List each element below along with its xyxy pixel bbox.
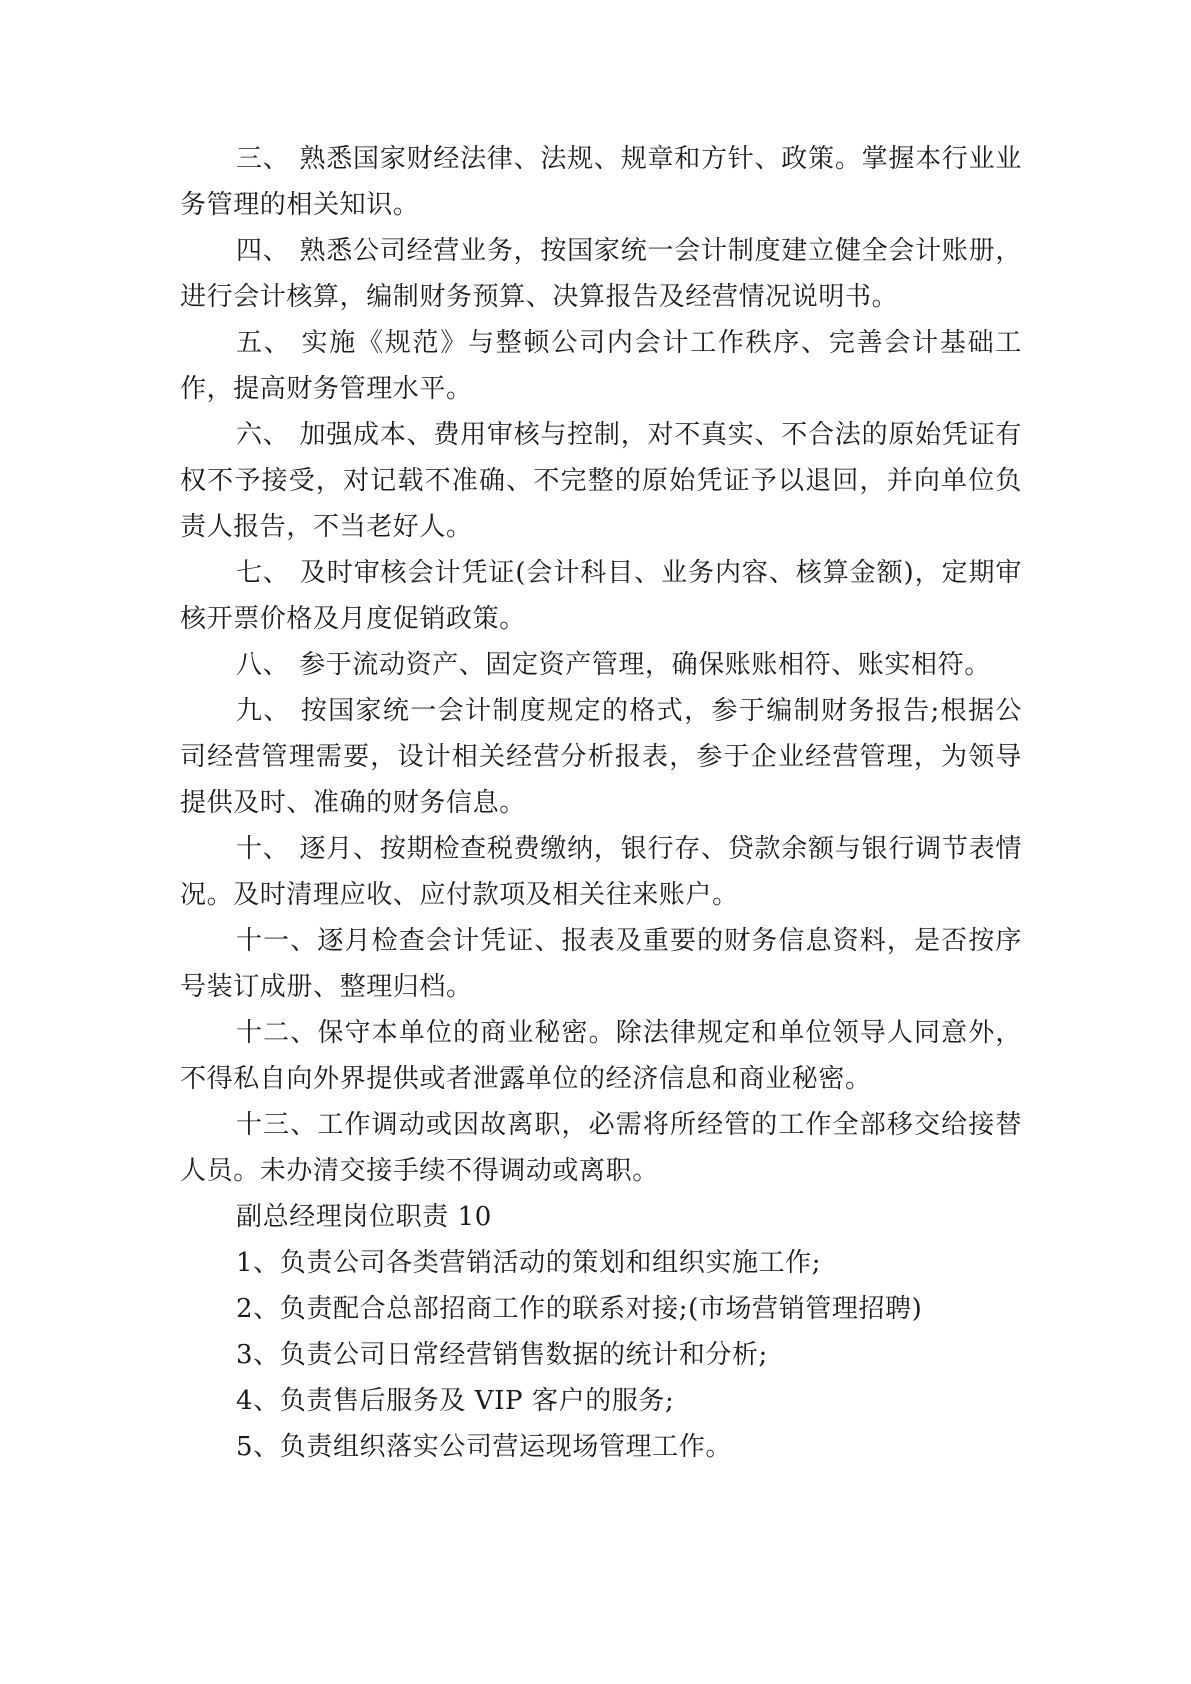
duty-paragraph-10 (180, 826, 1022, 918)
duty-label: 八、 (236, 650, 290, 680)
duty-text: 熟悉公司经营业务，按国家统一会计制度建立健全会计账册，进行会计核算，编制财务预算、决算报告及经营情况说明书。 (180, 236, 1022, 312)
duty-text: 加强成本、费用审核与控制，对不真实、不合法的原始凭证有权不予接受，对记载不准确、不完整的原始凭证予以退回，并向单位负责人报告，不当老好人。 (180, 420, 1022, 542)
duty-label: 十、 (236, 834, 290, 864)
list-item: 5、负责组织落实公司营运现场管理工作。 (236, 1432, 732, 1462)
section-title: 副总经理岗位职责 10 (236, 1202, 492, 1232)
duty-text: 保守本单位的商业秘密。除法律规定和单位领导人同意外，不得私自向外界提供或者泄露单位的经济信息和商业秘密。 (180, 1018, 1022, 1094)
duty-label: 四、 (236, 236, 290, 266)
duty-text: 实施《规范》与整顿公司内会计工作秩序、完善会计基础工作，提高财务管理水平。 (180, 328, 1022, 404)
duty-label: 五、 (236, 328, 292, 358)
duty-label: 十三、 (236, 1110, 318, 1140)
duty-label: 九、 (236, 696, 291, 726)
list-item: 2、负责配合总部招商工作的联系对接;(市场营销管理招聘) (236, 1294, 923, 1324)
duty-paragraph-7 (180, 550, 1022, 642)
duty-label: 十二、 (236, 1018, 318, 1048)
duty-text: 逐月检查会计凭证、报表及重要的财务信息资料，是否按序号装订成册、整理归档。 (180, 926, 1022, 1002)
duty-paragraph-3 (180, 136, 1022, 228)
duty-paragraph-13 (180, 1102, 1022, 1194)
duty-paragraph-6 (180, 412, 1022, 550)
document-body (180, 136, 1022, 1470)
list-item: 1、负责公司各类营销活动的策划和组织实施工作; (236, 1248, 822, 1278)
duty-label: 七、 (236, 558, 290, 588)
duty-text: 熟悉国家财经法律、法规、规章和方针、政策。掌握本行业业务管理的相关知识。 (180, 144, 1022, 220)
duty-text: 工作调动或因故离职，必需将所经管的工作全部移交给接替人员。未办清交接手续不得调动或离职。 (180, 1110, 1022, 1186)
duty-text: 逐月、按期检查税费缴纳，银行存、贷款余额与银行调节表情况。及时清理应收、应付款项及相关往来账户。 (180, 834, 1022, 910)
list-item: 4、负责售后服务及 VIP 客户的服务; (236, 1386, 675, 1416)
duty-paragraph-4 (180, 228, 1022, 320)
duty-paragraph-5 (180, 320, 1022, 412)
duty-text: 按国家统一会计制度规定的格式，参于编制财务报告;根据公司经营管理需要，设计相关经营分析报表，参于企业经营管理，为领导提供及时、准确的财务信息。 (180, 696, 1022, 818)
duty-label: 六、 (236, 420, 290, 450)
duty-paragraph-12 (180, 1010, 1022, 1102)
list-item: 3、负责公司日常经营销售数据的统计和分析; (236, 1340, 768, 1370)
duty-label: 十一、 (236, 926, 318, 956)
duty-label: 三、 (236, 144, 290, 174)
duty-paragraph-11 (180, 918, 1022, 1010)
duty-text: 参于流动资产、固定资产管理，确保账账相符、账实相符。 (299, 650, 991, 680)
duty-paragraph-9 (180, 688, 1022, 826)
duty-paragraph-8 (180, 642, 1022, 688)
duty-text: 及时审核会计凭证(会计科目、业务内容、核算金额)，定期审核开票价格及月度促销政策。 (180, 558, 1022, 634)
